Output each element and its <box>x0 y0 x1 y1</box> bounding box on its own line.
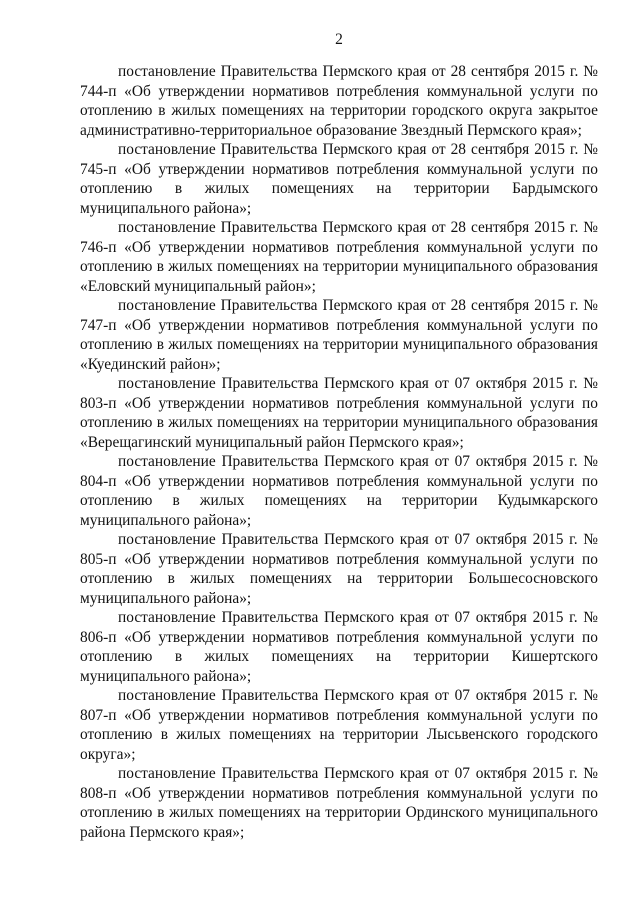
document-body <box>80 62 598 842</box>
paragraph: постановление Правительства Пермского края от 07 октября 2015 г. № 808-п «Об утверждении нормативов потребления коммунальной услуги по отоплению в жилых помещениях на территории Ординского муниципального района Пермского края»; <box>80 765 598 841</box>
paragraph: постановление Правительства Пермского края от 07 октября 2015 г. № 807-п «Об утверждении нормативов потребления коммунальной услуги по отоплению в жилых помещениях на территории Лысьвенского городского округа»; <box>80 687 598 763</box>
paragraph: постановление Правительства Пермского края от 28 сентября 2015 г. № 744-п «Об утверждении нормативов потребления коммунальной услуги по отоплению в жилых помещениях на территории городского округа закрытое административно-территориальное образование Звездный Пермского края»; <box>80 63 598 139</box>
paragraph: постановление Правительства Пермского края от 07 октября 2015 г. № 804-п «Об утверждении нормативов потребления коммунальной услуги по отоплению в жилых помещениях на территории Кудымкарского муниципального района»; <box>80 453 598 529</box>
page-number: 2 <box>335 31 343 48</box>
paragraph: постановление Правительства Пермского края от 07 октября 2015 г. № 806-п «Об утверждении нормативов потребления коммунальной услуги по отоплению в жилых помещениях на территории Кишертского муниципального района»; <box>80 609 598 685</box>
paragraph: постановление Правительства Пермского края от 28 сентября 2015 г. № 747-п «Об утверждении нормативов потребления коммунальной услуги по отоплению в жилых помещениях на территории муниципального образования «Куединский район»; <box>80 297 598 373</box>
paragraph: постановление Правительства Пермского края от 28 сентября 2015 г. № 746-п «Об утверждении нормативов потребления коммунальной услуги по отоплению в жилых помещениях на территории муниципального образования «Еловский муниципальный район»; <box>80 219 598 295</box>
paragraph: постановление Правительства Пермского края от 07 октября 2015 г. № 803-п «Об утверждении нормативов потребления коммунальной услуги по отоплению в жилых помещениях на территории муниципального образования «Верещагинский муниципальный район Пермского края»; <box>80 375 598 451</box>
paragraph: постановление Правительства Пермского края от 07 октября 2015 г. № 805-п «Об утверждении нормативов потребления коммунальной услуги по отоплению в жилых помещениях на территории Большесосновского муниципального района»; <box>80 531 598 607</box>
paragraph: постановление Правительства Пермского края от 28 сентября 2015 г. № 745-п «Об утверждении нормативов потребления коммунальной услуги по отоплению в жилых помещениях на территории Бардымского муниципального района»; <box>80 141 598 217</box>
document-page <box>80 0 598 905</box>
